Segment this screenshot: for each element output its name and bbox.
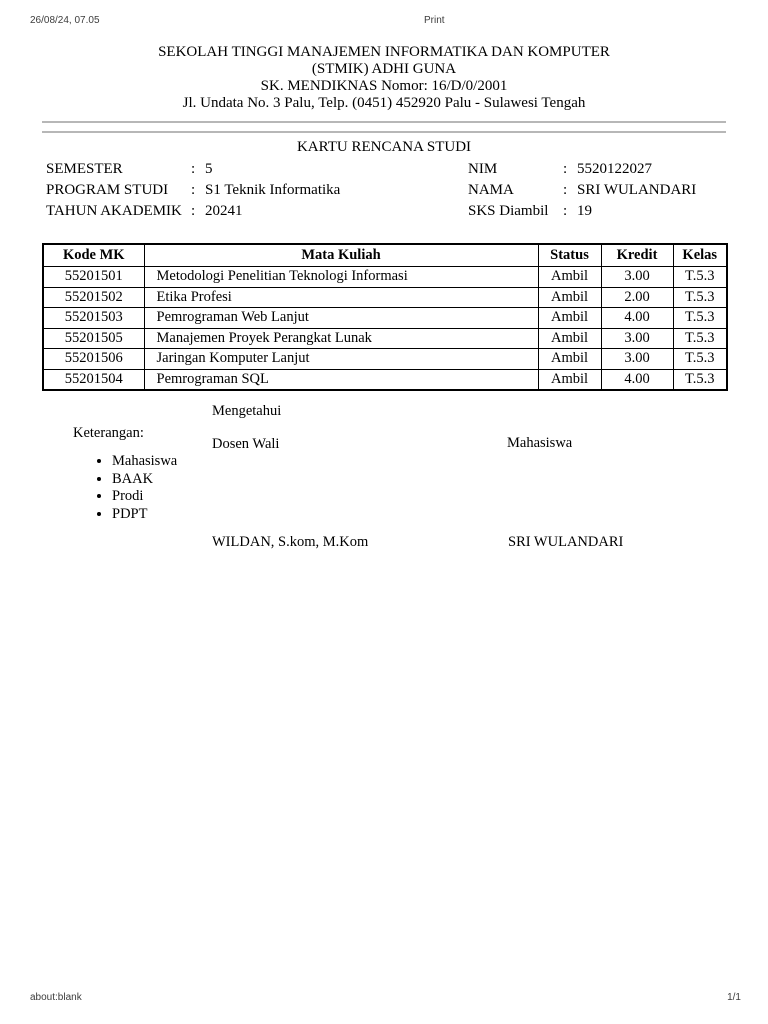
info-label: PROGRAM STUDI (46, 182, 169, 198)
table-cell: Etika Profesi (144, 287, 538, 308)
course-table (42, 243, 728, 391)
info-label: NAMA (468, 182, 514, 198)
mengetahui-label: Mengetahui (212, 403, 282, 419)
table-header-cell: Kode MK (43, 244, 144, 267)
table-cell: 4.00 (601, 308, 673, 329)
info-separator: : (191, 182, 196, 198)
table-header-cell: Status (538, 244, 601, 267)
info-label: SKS Diambil (468, 203, 549, 219)
table-cell: 55201503 (43, 308, 144, 329)
table-cell: 55201502 (43, 287, 144, 308)
table-cell: T.5.3 (673, 328, 727, 349)
info-separator: : (191, 161, 196, 177)
info-row-tahun-akademik (46, 203, 243, 220)
letterhead-line: (STMIK) ADHI GUNA (311, 61, 457, 77)
keterangan-item: • Prodi (112, 488, 177, 506)
info-value: 5520122027 (577, 161, 652, 177)
table-row (43, 308, 727, 329)
table-header-row (43, 244, 727, 267)
table-cell: 55201504 (43, 369, 144, 390)
info-row-semester (46, 161, 213, 178)
info-separator: : (563, 203, 568, 219)
info-separator: : (563, 161, 568, 177)
table-cell: T.5.3 (673, 267, 727, 288)
info-row-sks-diambil (468, 203, 592, 220)
table-cell: T.5.3 (673, 308, 727, 329)
table-cell: 3.00 (601, 349, 673, 370)
table-cell: Ambil (538, 287, 601, 308)
table-cell: Ambil (538, 267, 601, 288)
info-value: 20241 (205, 203, 243, 219)
table-cell: Ambil (538, 308, 601, 329)
info-row-nama (468, 182, 696, 199)
table-cell: Jaringan Komputer Lanjut (144, 349, 538, 370)
table-cell: 4.00 (601, 369, 673, 390)
keterangan-item: • Mahasiswa (112, 453, 177, 471)
info-label: TAHUN AKADEMIK (46, 203, 182, 219)
letterhead-line: SK. MENDIKNAS Nomor: 16/D/0/2001 (260, 78, 508, 94)
table-cell: T.5.3 (673, 369, 727, 390)
info-row-program-studi (46, 182, 340, 199)
dosen-wali-role-label: Dosen Wali (212, 436, 280, 452)
table-cell: Manajemen Proyek Perangkat Lunak (144, 328, 538, 349)
info-row-nim (468, 161, 652, 178)
table-row (43, 267, 727, 288)
keterangan-item: • PDPT (112, 506, 177, 524)
table-cell: 3.00 (601, 328, 673, 349)
keterangan-label: Keterangan: (73, 425, 144, 441)
horizontal-rule (42, 121, 726, 123)
table-cell: 55201501 (43, 267, 144, 288)
info-value: 5 (205, 161, 213, 177)
table-header-cell: Kredit (601, 244, 673, 267)
table-header-cell: Kelas (673, 244, 727, 267)
mahasiswa-role-label: Mahasiswa (507, 435, 573, 451)
info-label: NIM (468, 161, 498, 177)
letterhead-line: SEKOLAH TINGGI MANAJEMEN INFORMATIKA DAN KOMPUTER (158, 44, 610, 60)
student-info (42, 161, 726, 225)
print-datetime: 26/08/24, 07.05 (30, 15, 100, 26)
horizontal-rule (42, 131, 726, 133)
print-footer-page-indicator: 1/1 (727, 992, 741, 1003)
letterhead-line: Jl. Undata No. 3 Palu, Telp. (0451) 452920 Palu - Sulawesi Tengah (182, 95, 586, 111)
info-separator: : (191, 203, 196, 219)
table-cell: T.5.3 (673, 349, 727, 370)
print-footer-url: about:blank (30, 992, 82, 1003)
dosen-wali-name: WILDAN, S.kom, M.Kom (212, 534, 369, 550)
info-value: SRI WULANDARI (577, 182, 697, 198)
info-label: SEMESTER (46, 161, 123, 177)
table-cell: Pemrograman Web Lanjut (144, 308, 538, 329)
keterangan-item: • BAAK (112, 471, 177, 489)
table-cell: 55201505 (43, 328, 144, 349)
table-cell: Pemrograman SQL (144, 369, 538, 390)
info-value: 19 (577, 203, 592, 219)
mahasiswa-name: SRI WULANDARI (508, 534, 624, 550)
table-cell: Ambil (538, 349, 601, 370)
table-cell: 3.00 (601, 267, 673, 288)
table-cell: Ambil (538, 369, 601, 390)
print-page-title: Print (424, 15, 445, 26)
table-cell: Ambil (538, 328, 601, 349)
table-row (43, 349, 727, 370)
course-table-body (43, 267, 727, 391)
keterangan-list (88, 453, 177, 523)
table-row (43, 287, 727, 308)
info-separator: : (563, 182, 568, 198)
info-value: S1 Teknik Informatika (205, 182, 341, 198)
table-row (43, 328, 727, 349)
table-cell: Metodologi Penelitian Teknologi Informasi (144, 267, 538, 288)
table-cell: 2.00 (601, 287, 673, 308)
table-cell: T.5.3 (673, 287, 727, 308)
letterhead (0, 44, 768, 112)
table-row (43, 369, 727, 390)
document-title: KARTU RENCANA STUDI (296, 139, 472, 155)
table-header-cell: Mata Kuliah (144, 244, 538, 267)
table-cell: 55201506 (43, 349, 144, 370)
